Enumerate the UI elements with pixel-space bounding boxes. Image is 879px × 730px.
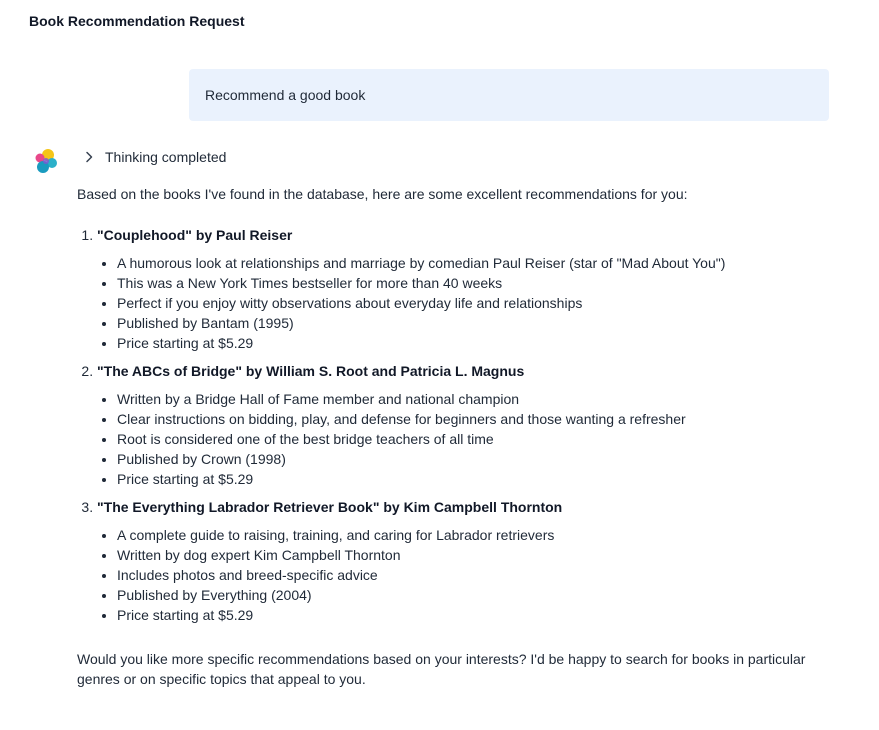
chevron-right-icon (82, 150, 96, 164)
thinking-toggle[interactable] (82, 147, 226, 167)
assistant-logo-icon (33, 148, 59, 174)
book-detail: • Clear instructions on bidding, play, and defense for beginners and those wanting a refresher (117, 409, 837, 429)
book-details (97, 389, 837, 489)
book-detail: • Written by dog expert Kim Campbell Thornton (117, 545, 837, 565)
book-details (97, 253, 837, 353)
book-detail: • A complete guide to raising, training, and caring for Labrador retrievers (117, 525, 837, 545)
book-detail: • Price starting at $5.29 (117, 469, 837, 489)
book-heading: 1. "Couplehood" by Paul Reiser (97, 227, 293, 243)
book-item (97, 361, 837, 489)
book-details (97, 525, 837, 625)
book-detail: • A humorous look at relationships and marriage by comedian Paul Reiser (star of "Mad About You") (117, 253, 837, 273)
book-detail: • Price starting at $5.29 (117, 605, 837, 625)
book-detail: • Published by Everything (2004) (117, 585, 837, 605)
response-closing: Would you like more specific recommendations based on your interests? I'd be happy to search for books in particular genres or on specific topics that appeal to you. (77, 651, 806, 687)
book-detail: • Includes photos and breed-specific advice (117, 565, 837, 585)
page-title: Book Recommendation Request (29, 13, 245, 29)
book-detail: • Perfect if you enjoy witty observations about everyday life and relationships (117, 293, 837, 313)
book-list (77, 225, 837, 625)
book-detail: • This was a New York Times bestseller for more than 40 weeks (117, 273, 837, 293)
book-detail: • Written by a Bridge Hall of Fame member and national champion (117, 389, 837, 409)
book-detail: • Price starting at $5.29 (117, 333, 837, 353)
book-heading: 2. "The ABCs of Bridge" by William S. Root and Patricia L. Magnus (97, 363, 525, 379)
user-message-bubble (189, 69, 829, 121)
book-item (97, 497, 837, 625)
assistant-response (77, 184, 837, 689)
book-heading: 3. "The Everything Labrador Retriever Book" by Kim Campbell Thornton (97, 499, 563, 515)
book-detail: • Published by Bantam (1995) (117, 313, 837, 333)
user-message-text: Recommend a good book (205, 87, 366, 103)
thinking-label: Thinking completed (105, 149, 227, 165)
book-detail: • Published by Crown (1998) (117, 449, 837, 469)
book-detail: • Root is considered one of the best bridge teachers of all time (117, 429, 837, 449)
response-intro: Based on the books I've found in the database, here are some excellent recommendations for you: (77, 186, 688, 202)
book-item (97, 225, 837, 353)
